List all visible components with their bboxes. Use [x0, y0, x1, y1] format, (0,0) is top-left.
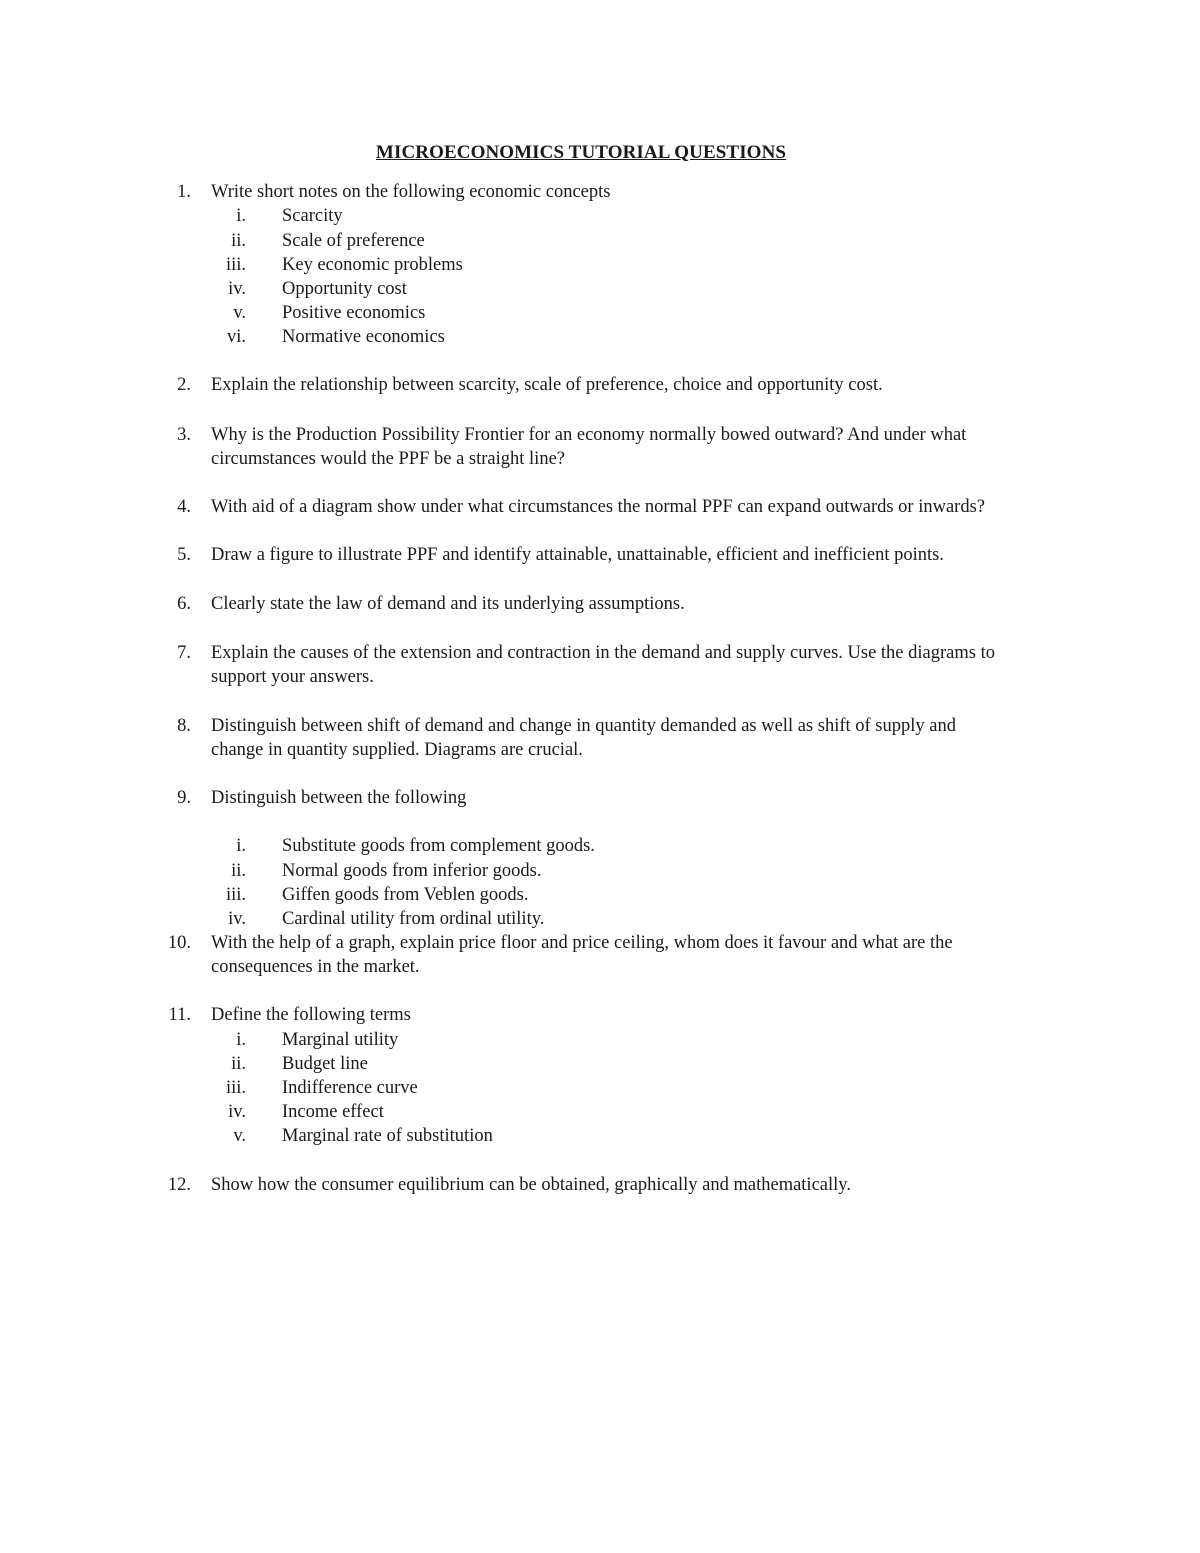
question-text: change in quantity supplied. Diagrams are crucial.: [211, 740, 583, 760]
question-text: Why is the Production Possibility Frontier for an economy normally bowed outward? And under what: [211, 425, 967, 445]
question-text: Show how the consumer equilibrium can be obtained, graphically and mathematically.: [211, 1175, 851, 1195]
subitem-numeral: v.: [233, 1126, 246, 1146]
question-text: With aid of a diagram show under what circumstances the normal PPF can expand outwards or inwards?: [211, 497, 985, 517]
question-number: 7.: [177, 643, 191, 663]
question-text: consequences in the market.: [211, 957, 420, 977]
subitem-text: Giffen goods from Veblen goods.: [282, 885, 529, 905]
subitem-numeral: iv.: [228, 909, 246, 929]
subitem-numeral: vi.: [226, 327, 246, 347]
page-title: MICROECONOMICS TUTORIAL QUESTIONS: [375, 142, 787, 163]
subitem-numeral: ii.: [231, 1054, 246, 1074]
question-text: support your answers.: [211, 667, 374, 687]
subitem-numeral: i.: [236, 836, 246, 856]
question-text: With the help of a graph, explain price floor and price ceiling, whom does it favour and what are the: [211, 933, 953, 953]
subitem-numeral: iii.: [225, 255, 246, 275]
subitem-numeral: iv.: [228, 1102, 246, 1122]
subitem-text: Budget line: [282, 1054, 368, 1074]
question-number: 12.: [167, 1175, 191, 1195]
question-number: 1.: [177, 182, 191, 202]
subitem-text: Positive economics: [282, 303, 426, 323]
question-number: 5.: [177, 545, 191, 565]
question-text: Distinguish between the following: [211, 788, 467, 808]
subitem-text: Scarcity: [282, 206, 343, 226]
subitem-text: Key economic problems: [282, 255, 463, 275]
subitem-numeral: iii.: [225, 885, 246, 905]
subitem-numeral: i.: [236, 206, 246, 226]
subitem-numeral: v.: [233, 303, 246, 323]
question-text: Explain the causes of the extension and contraction in the demand and supply curves. Use the diagrams to: [211, 643, 995, 663]
subitem-numeral: iv.: [228, 279, 246, 299]
question-number: 8.: [177, 716, 191, 736]
question-number: 9.: [177, 788, 191, 808]
question-text: Draw a figure to illustrate PPF and identify attainable, unattainable, efficient and inefficient points.: [211, 545, 944, 565]
subitem-text: Scale of preference: [282, 231, 425, 251]
question-number: 10.: [167, 933, 191, 953]
question-text: Write short notes on the following economic concepts: [211, 182, 611, 202]
question-text: circumstances would the PPF be a straight line?: [211, 449, 565, 469]
subitem-text: Normal goods from inferior goods.: [282, 861, 542, 881]
question-number: 2.: [177, 375, 191, 395]
question-text: Distinguish between shift of demand and change in quantity demanded as well as shift of supply and: [211, 716, 956, 736]
subitem-text: Income effect: [282, 1102, 384, 1122]
subitem-text: Substitute goods from complement goods.: [282, 836, 595, 856]
question-number: 4.: [177, 497, 191, 517]
question-number: 6.: [177, 594, 191, 614]
question-text: Clearly state the law of demand and its underlying assumptions.: [211, 594, 685, 614]
subitem-text: Marginal rate of substitution: [282, 1126, 493, 1146]
subitem-text: Normative economics: [282, 327, 445, 347]
subitem-text: Cardinal utility from ordinal utility.: [282, 909, 545, 929]
subitem-numeral: ii.: [231, 231, 246, 251]
subitem-text: Indifference curve: [282, 1078, 418, 1098]
subitem-numeral: iii.: [225, 1078, 246, 1098]
question-number: 3.: [177, 425, 191, 445]
question-number: 11.: [168, 1005, 191, 1025]
question-text: Explain the relationship between scarcity, scale of preference, choice and opportunity cost.: [211, 375, 883, 395]
subitem-text: Opportunity cost: [282, 279, 407, 299]
subitem-numeral: ii.: [231, 861, 246, 881]
subitem-text: Marginal utility: [282, 1030, 399, 1050]
question-text: Define the following terms: [211, 1005, 411, 1025]
subitem-numeral: i.: [236, 1030, 246, 1050]
